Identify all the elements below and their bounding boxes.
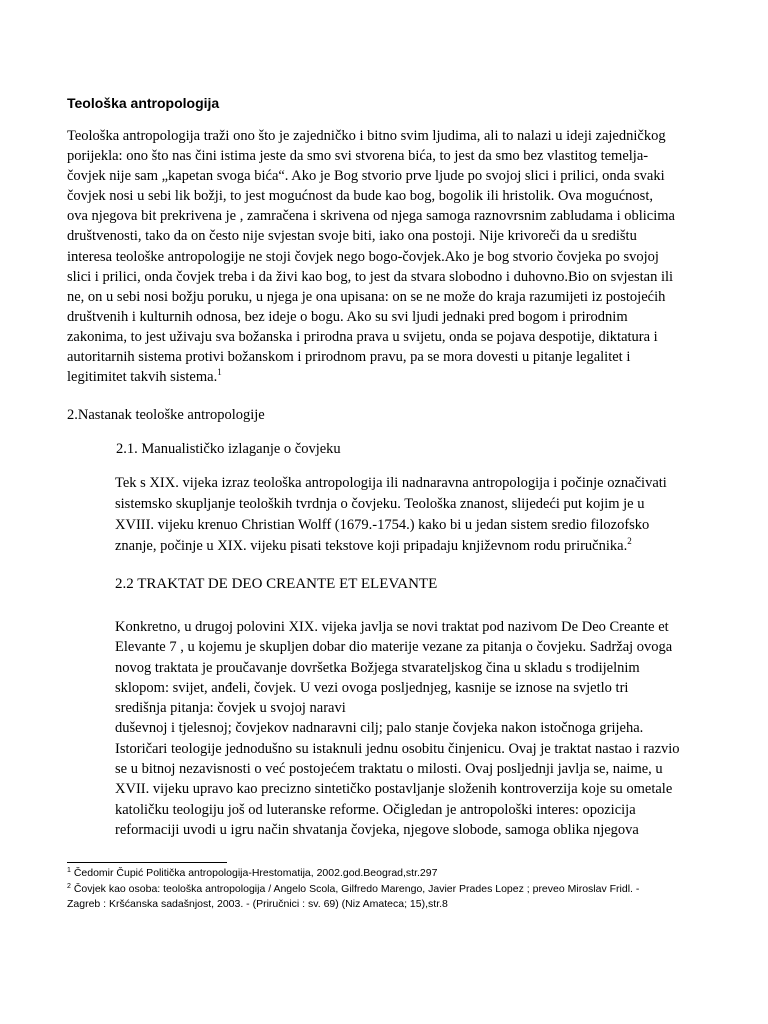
footnote-mark: 1 bbox=[67, 867, 71, 874]
footnote-text: Čedomir Čupić Politička antropologija-Hrestomatija, 2002.god.Beograd,str.297 bbox=[73, 867, 438, 879]
section-2-heading: 2.Nastanak teološke antropologije bbox=[67, 407, 265, 423]
footnote-ref-1[interactable]: 1 bbox=[217, 367, 222, 378]
footnote-ref-2[interactable]: 2 bbox=[627, 536, 632, 546]
footnote-2-continued: Zagreb : Kršćanska sadašnjost, 2003. - (Priručnici : sv. 69) (Niz Amateca; 15),str.8 bbox=[67, 898, 448, 910]
text-line: središnja pitanja: čovjek u svojoj naravi bbox=[115, 700, 346, 717]
text-line: ne, on u sebi nosi božju poruku, u njega je ona upisana: on se ne može do kraja razumijeti iz postojećih bbox=[67, 288, 666, 305]
section-2-1-paragraph bbox=[115, 473, 715, 557]
text-fragment: legitimitet takvih sistema. bbox=[67, 369, 218, 386]
text-line: čovjek nije sam „kapetan svoga bića“. Ako je Bog stvorio prve ljude po svojoj slici i prilici, onda svaki bbox=[67, 168, 665, 185]
section-2-2-paragraph bbox=[115, 617, 715, 840]
footnote-mark: 2 bbox=[67, 882, 71, 890]
text-line: društvenih i kulturnih odnosa, bez ideje o bogu. Ako su svi ljudi jednaki pred bogom i prirodnim bbox=[67, 308, 628, 325]
footnote-1 bbox=[67, 866, 717, 882]
text-line: se u bitnoj nezavisnosti o već postojećem traktatu o milosti. Ovaj posljednji javlja se, naime, u bbox=[115, 761, 663, 778]
text-line: Tek s XIX. vijeka izraz teološka antropologija ili nadnaravna antropologija i počinje označivati bbox=[115, 475, 667, 491]
text-line: Istoričari teologije jednodušno su istaknuli jednu osobitu činjenicu. Ovaj je traktat nastao i razvio bbox=[115, 740, 680, 757]
text-fragment: znanje, počinje u XIX. vijeku pisati tekstove koji pripadaju književnom rodu priručnika. bbox=[115, 538, 628, 554]
text-line: katoličku teologiju još od luteranske reforme. Očigledan je antropološki interes: opozicija bbox=[115, 801, 636, 818]
footnotes bbox=[67, 866, 717, 913]
text-line: društvenosti, tako da on često nije svjestan svoje biti, iako ona postoji. Nije krivoreči da u središtu bbox=[67, 228, 637, 245]
text-line: reformaciji uvodi u igru način shvatanja čovjeka, njegove slobode, samoga oblika njegova bbox=[115, 821, 639, 838]
text-line: sistemsko skupljanje teoloških tvrdnja o čovjeku. Teološka znanost, slijedeći put kojim je u bbox=[115, 496, 645, 512]
footnote-divider bbox=[67, 862, 227, 863]
document-title: Teološka antropologija bbox=[67, 95, 220, 111]
section-2-1-heading: 2.1. Manualističko izlaganje o čovjeku bbox=[116, 441, 341, 457]
text-line: porijekla: ono što nas čini istima jeste da smo svi stvorena bića, to jest da smo bez vlastitog temelja- bbox=[67, 148, 649, 165]
text-line: novog traktata je proučavanje dovršetka Božjega stvarateljskog čina u skladu s trodijelnim bbox=[115, 659, 640, 676]
text-line: čovjek nosi u sebi lik božji, to jest mogućnost da bude kao bog, bogolik ili hristolik. Ova mogućnost, bbox=[67, 188, 653, 205]
footnote-2 bbox=[67, 882, 717, 898]
text-line: zakonima, to jest uživaju sva božanska i prirodna prava u svijetu, onda se pojava despotije, diktatura i bbox=[67, 328, 658, 345]
text-line: duševnoj i tjelesnoj; čovjekov nadnaravni cilj; palo stanje čovjeka nakon istočnoga grijeha. bbox=[115, 720, 644, 737]
intro-paragraph bbox=[67, 126, 707, 387]
text-line: Teološka antropologija traži ono što je zajedničko i bitno svim ljudima, ali to nalazi u ideji zajedničkog bbox=[67, 128, 666, 144]
text-line: XVII. vijeku upravo kao precizno sintetičko postavljanje složenih kontroverzija koje su ometale bbox=[115, 781, 673, 798]
text-line: interesa teološke antropologije ne stoji čovjek nego bogo-čovjek.Ako je bog stvorio čovjeka po svojoj bbox=[67, 248, 659, 265]
footnote-text: Čovjek kao osoba: teološka antropologija / Angelo Scola, Gilfredo Marengo, Javier Prades Lopez ; preveo Miroslav Fridl. - bbox=[73, 882, 640, 895]
text-line: ova njegova bit prekrivena je , zamračena i skrivena od njega samoga raznovrsnim zabludama i oblicima bbox=[67, 208, 675, 225]
text-line: Konkretno, u drugoj polovini XIX. vijeka javlja se novi traktat pod nazivom De Deo Creante et bbox=[115, 619, 669, 635]
text-line bbox=[115, 536, 715, 557]
text-line: sklopom: svijet, anđeli, čovjek. U vezi ovoga posljednjeg, kasnije se iznose na svjetlo tri bbox=[115, 679, 629, 696]
text-line: XVIII. vijeku krenuo Christian Wolff (1679.-1754.) kako bi u jedan sistem sredio filozofsko bbox=[115, 517, 650, 533]
text-line: slici i prilici, onda čovjek treba i da živi kao bog, to jest da stvara slobodno i duhovno.Bio on svjestan ili bbox=[67, 268, 674, 285]
text-line: autoritarnih sistema protivi božanskom i prirodnom pravu, pa se mora dovesti u pitanje legalitet i bbox=[67, 349, 631, 366]
text-line: Elevante 7 , u kojemu je skupljen dobar dio materije vezane za pitanja o čovjeku. Sadržaj ovoga bbox=[115, 639, 673, 656]
section-2-2-heading: 2.2 TRAKTAT DE DEO CREANTE ET ELEVANTE bbox=[115, 576, 438, 592]
text-line bbox=[67, 367, 707, 387]
